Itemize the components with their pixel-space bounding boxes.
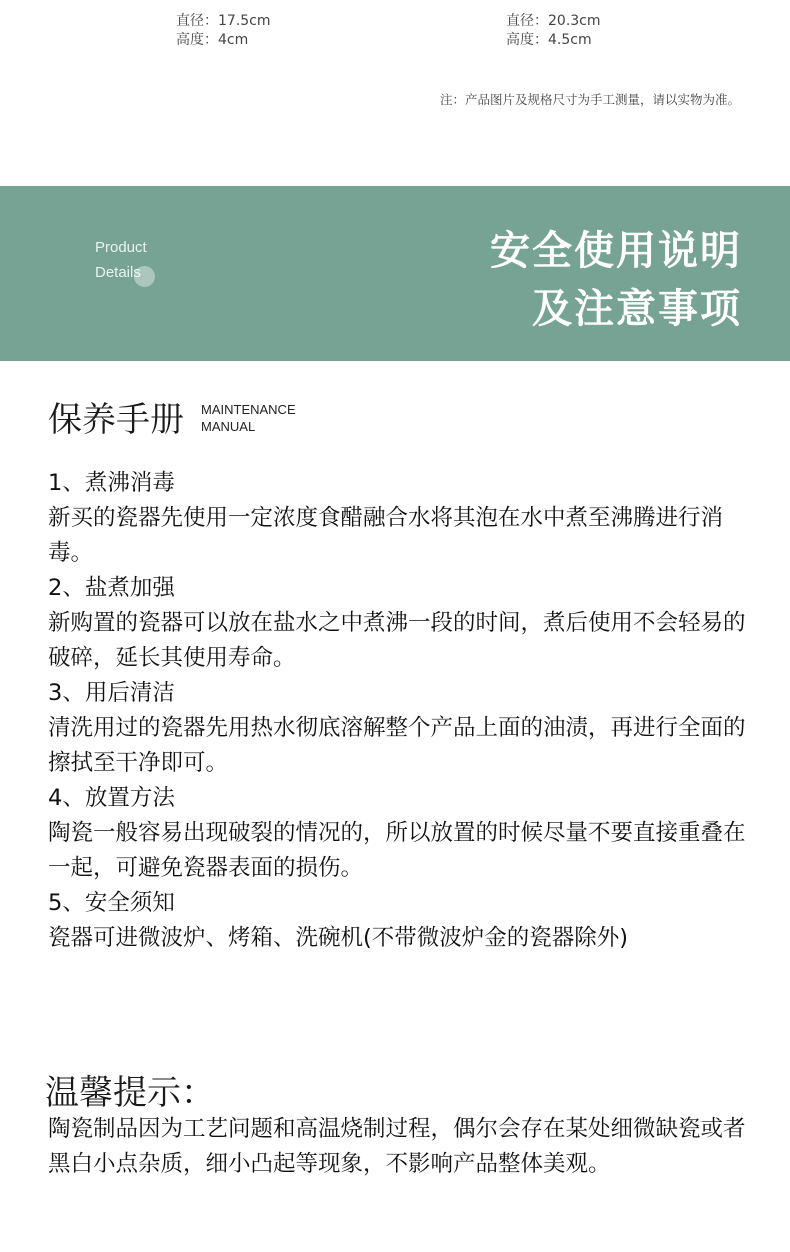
manual-title-cn: 保养手册 [48,400,184,440]
step-text: 瓷器可进微波炉、烤箱、洗碗机(不带微波炉金的瓷器除外) [48,925,629,951]
safety-banner [0,186,790,361]
spec-right-height: 高度：4.5cm [506,32,592,48]
banner-title-line2: 及注意事项 [532,286,742,332]
manual-title-en-line1: MAINTENANCE [201,402,296,417]
spec-left-height: 高度：4cm [176,32,249,48]
banner-title [490,222,742,338]
step-heading: 5、安全须知 [48,890,175,916]
decorative-dot [134,266,155,287]
banner-title-line1: 安全使用说明 [490,228,742,274]
banner-en-line1: Product [95,239,147,256]
manual-title-en [201,401,296,435]
step-heading: 4、放置方法 [48,785,175,811]
step-heading: 3、用后清洁 [48,680,175,706]
spec-left-diameter: 直径：17.5cm [176,13,271,29]
step-text: 陶瓷一般容易出现破裂的情况的，所以放置的时候尽量不要直接重叠在一起，可避免瓷器表面的损伤。 [48,820,746,881]
step-text: 新买的瓷器先使用一定浓度食醋融合水将其泡在水中煮至沸腾进行消毒。 [48,505,724,566]
step-text: 清洗用过的瓷器先用热水彻底溶解整个产品上面的油渍，再进行全面的擦拭至干净即可。 [48,715,746,776]
spec-right-diameter: 直径：20.3cm [506,13,601,29]
maintenance-steps [48,466,748,956]
banner-en-line2: Details [95,264,141,281]
tips-text: 陶瓷制品因为工艺问题和高温烧制过程，偶尔会存在某处细微缺瓷或者黑白小点杂质，细小凸起等现象，不影响产品整体美观。 [48,1116,746,1177]
tips-title: 温馨提示： [45,1073,215,1113]
measurement-note: 注：产品图片及规格尺寸为手工测量，请以实物为准。 [439,92,740,107]
step-heading: 1、煮沸消毒 [48,470,175,496]
step-heading: 2、盐煮加强 [48,575,175,601]
step-text: 新购置的瓷器可以放在盐水之中煮沸一段的时间，煮后使用不会轻易的破碎，延长其使用寿命。 [48,610,746,671]
manual-title-en-line2: MANUAL [201,419,256,434]
spec-left [176,12,271,50]
spec-right [506,12,601,50]
